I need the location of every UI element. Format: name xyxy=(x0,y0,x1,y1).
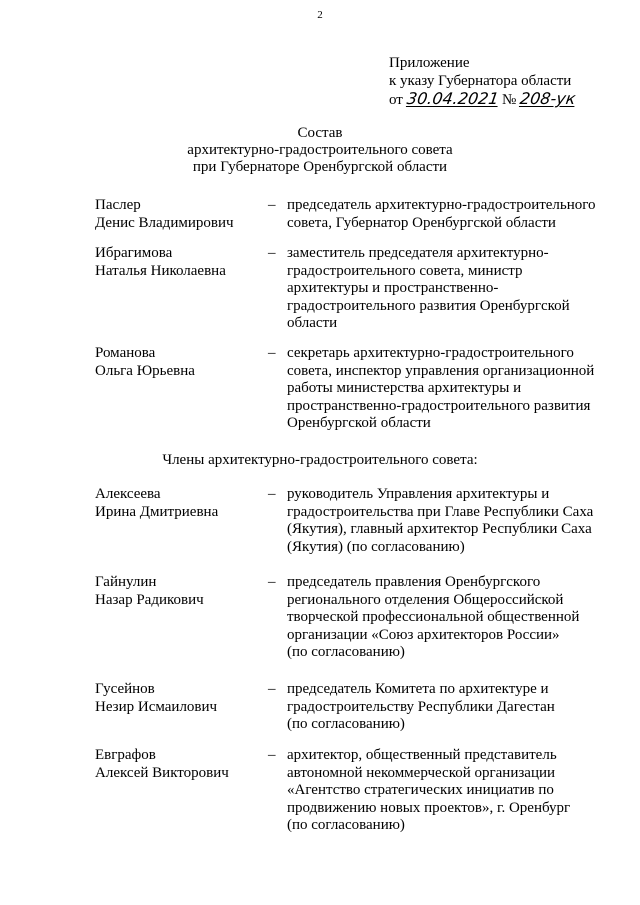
role-description xyxy=(287,574,617,662)
desc-line: организации «Союз архитекторов России» xyxy=(287,626,560,643)
desc-line: градостроительного развития Оренбургской xyxy=(287,297,570,314)
desc-line: руководитель Управления архитектуры и xyxy=(287,486,550,502)
desc-line: совета, инспектор управления организационной xyxy=(287,362,595,379)
surname: Паслер xyxy=(95,197,141,213)
title-line-3: при Губернаторе Оренбургской области xyxy=(192,159,448,175)
appendix-date-line xyxy=(389,90,575,109)
appendix-label: Приложение xyxy=(389,55,470,71)
handwritten-date: 30.04.2021 xyxy=(405,89,500,108)
desc-line: совета, Губернатор Оренбургской области xyxy=(287,214,556,231)
desc-line: «Агентство стратегических инициатив по xyxy=(287,782,554,798)
surname: Евграфов xyxy=(95,747,156,763)
given-names: Денис Владимирович xyxy=(95,214,234,231)
person-name xyxy=(95,245,265,280)
desc-line: председатель правления Оренбургского xyxy=(287,574,541,590)
desc-line: творческой профессиональной общественной xyxy=(287,609,580,625)
desc-line: регионального отделения Общероссийской xyxy=(287,591,564,608)
desc-line: председатель архитектурно-градостроительного xyxy=(287,197,596,213)
handwritten-number: 208-ук xyxy=(518,89,577,108)
number-sign: № xyxy=(501,92,517,108)
dash-separator: – xyxy=(268,681,276,697)
desc-line: работы министерства архитектуры и xyxy=(287,380,522,396)
role-description xyxy=(287,747,617,835)
person-name xyxy=(95,345,265,380)
role-description xyxy=(287,197,617,232)
desc-line: градостроительству Республики Дагестан xyxy=(287,698,555,715)
desc-line: области xyxy=(287,315,338,331)
title-line-2: архитектурно-градостроительного совета xyxy=(187,142,453,158)
document-title xyxy=(0,125,640,176)
dash-separator: – xyxy=(268,747,276,763)
desc-line: градостроительства при Главе Республики Саха xyxy=(287,503,594,520)
date-prefix: от xyxy=(389,92,403,108)
desc-line: (Якутия) (по согласованию) xyxy=(287,538,465,555)
surname: Алексеева xyxy=(95,486,161,502)
dash-separator: – xyxy=(268,345,276,361)
desc-line: (Якутия), главный архитектор Республики Саха xyxy=(287,521,592,537)
person-name xyxy=(95,486,265,521)
person-name xyxy=(95,197,265,232)
person-name xyxy=(95,681,265,716)
desc-line: архитектор, общественный представитель xyxy=(287,747,557,763)
role-description xyxy=(287,681,617,734)
appendix-decree-ref: к указу Губернатора области xyxy=(389,73,572,89)
desc-line: продвижению новых проектов», г. Оренбург xyxy=(287,799,571,816)
page-number: 2 xyxy=(317,9,323,21)
given-names: Ольга Юрьевна xyxy=(95,362,195,379)
desc-line: градостроительного совета, министр xyxy=(287,262,523,279)
desc-line: председатель Комитета по архитектуре и xyxy=(287,681,549,697)
title-line-1: Состав xyxy=(297,125,343,141)
dash-separator: – xyxy=(268,197,276,213)
desc-line: автономной некоммерческой организации xyxy=(287,764,556,781)
members-heading: Члены архитектурно-градостроительного совета: xyxy=(162,452,478,468)
given-names: Наталья Николаевна xyxy=(95,262,226,279)
given-names: Незир Исмаилович xyxy=(95,698,218,715)
desc-line: (по согласованию) xyxy=(287,644,405,660)
desc-line: Оренбургской области xyxy=(287,415,431,431)
surname: Романова xyxy=(95,345,156,361)
role-description xyxy=(287,345,617,433)
dash-separator: – xyxy=(268,245,276,261)
surname: Гусейнов xyxy=(95,681,155,697)
desc-line: (по согласованию) xyxy=(287,716,405,732)
role-description xyxy=(287,486,617,556)
desc-line: секретарь архитектурно-градостроительного xyxy=(287,345,574,361)
given-names: Назар Радикович xyxy=(95,591,204,608)
dash-separator: – xyxy=(268,574,276,590)
person-name xyxy=(95,747,265,782)
person-name xyxy=(95,574,265,609)
desc-line: архитектуры и пространственно- xyxy=(287,280,499,296)
role-description xyxy=(287,245,617,333)
desc-line: пространственно-градостроительного развития xyxy=(287,397,591,414)
given-names: Алексей Викторович xyxy=(95,764,229,781)
appendix-block xyxy=(389,54,575,109)
surname: Ибрагимова xyxy=(95,245,173,261)
surname: Гайнулин xyxy=(95,574,157,590)
desc-line: (по согласованию) xyxy=(287,817,405,833)
desc-line: заместитель председателя архитектурно- xyxy=(287,245,549,261)
dash-separator: – xyxy=(268,486,276,502)
given-names: Ирина Дмитриевна xyxy=(95,503,219,520)
